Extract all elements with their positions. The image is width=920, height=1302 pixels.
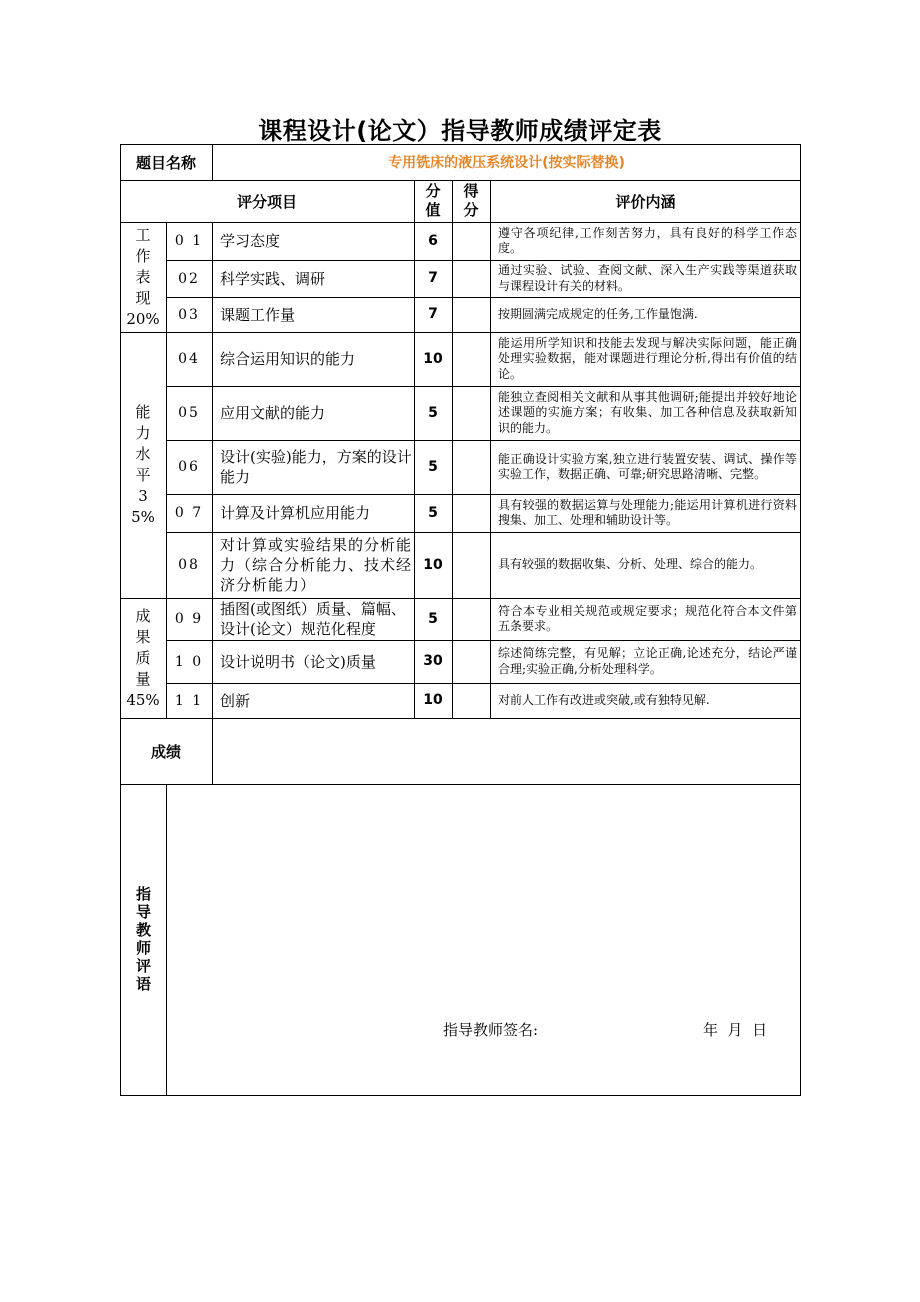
row-description: 符合本专业相关规范或规定要求；规范化符合本文件第五条要求。 [498, 603, 797, 633]
row-obtained-score[interactable] [452, 440, 490, 494]
row-obtained-score[interactable] [452, 260, 490, 297]
row-item: 应用文献的能力 [220, 404, 326, 422]
row-obtained-score[interactable] [452, 332, 490, 386]
row-obtained-score[interactable] [452, 640, 490, 683]
row-item: 课题工作量 [220, 305, 296, 324]
category-work-performance [120, 222, 166, 332]
category-ability-label: 能力水平3 [135, 403, 151, 505]
row-max-score: 6 [428, 232, 438, 249]
category-result-quality [120, 598, 166, 718]
row-max-score: 5 [428, 504, 438, 521]
row-description: 能运用所学知识和技能去发现与解决实际问题，能正确处理实验数据，能对课题进行理论分析,得出有价值的结论。 [498, 335, 797, 381]
topic-value: 专用铣床的液压系统设计(按实际替换) [388, 155, 625, 171]
row-obtained-score[interactable] [452, 222, 490, 260]
row-item: 对计算或实验结果的分析能力（综合分析能力、技术经济分析能力） [220, 536, 413, 594]
row-obtained-score[interactable] [452, 598, 490, 640]
row-item: 设计说明书（论文)质量 [220, 652, 376, 671]
row-number: 02 [178, 270, 200, 287]
header-max-score-line2: 值 [425, 201, 441, 219]
row-description: 对前人工作有改进或突破,或有独特见解. [498, 692, 710, 707]
row-number: 06 [178, 459, 200, 475]
row-number: 0 7 [174, 505, 204, 521]
row-max-score: 10 [423, 556, 443, 573]
row-max-score: 5 [428, 458, 438, 475]
row-max-score: 5 [428, 610, 438, 627]
row-number: 0 1 [174, 233, 204, 249]
row-description: 具有较强的数据运算与处理能力;能运用计算机进行资料搜集、加工、处理和辅助设计等。 [498, 497, 797, 527]
row-number: 03 [178, 306, 200, 323]
category-result-quality-pct: 45% [126, 690, 160, 709]
row-max-score: 10 [423, 350, 443, 367]
row-obtained-score[interactable] [452, 532, 490, 598]
header-max-score-line1: 分 [425, 182, 441, 200]
row-obtained-score[interactable] [452, 297, 490, 332]
row-max-score: 7 [428, 306, 438, 322]
header-description: 评价内涵 [615, 192, 676, 211]
row-description: 具有较强的数据收集、分析、处理、综合的能力。 [498, 557, 763, 572]
grade-label: 成绩 [150, 742, 181, 761]
header-max-score [414, 180, 452, 222]
row-item: 综合运用知识的能力 [220, 350, 356, 368]
row-item: 插图(或图纸）质量、篇幅、设计(论文）规范化程度 [220, 600, 406, 638]
row-description: 能独立查阅相关文献和从事其他调研;能提出并较好地论述课题的实施方案；有收集、加工各种信息及获取新知识的能力。 [498, 389, 797, 435]
row-number: 0 9 [174, 611, 204, 627]
row-obtained-score[interactable] [452, 683, 490, 718]
row-number: 04 [178, 351, 200, 367]
row-max-score: 30 [423, 653, 443, 669]
row-max-score: 7 [428, 270, 438, 286]
comment-field[interactable] [166, 784, 801, 1096]
category-work-performance-label: 工作表现 [135, 225, 151, 307]
comment-label-text: 指导教师评语 [134, 886, 152, 994]
topic-label: 题目名称 [135, 153, 196, 172]
header-obtained-score [452, 180, 490, 222]
category-result-quality-label: 成果质量 [135, 606, 151, 688]
row-item: 设计(实验)能力，方案的设计能力 [220, 448, 412, 486]
row-description: 能正确设计实验方案,独立进行装置安装、调试、操作等实验工作，数据正确、可靠;研究思路清晰、完整。 [498, 451, 797, 481]
row-obtained-score[interactable] [452, 494, 490, 532]
category-ability [120, 332, 166, 598]
row-description: 遵守各项纪律,工作刻苦努力，具有良好的科学工作态度。 [498, 225, 797, 255]
grade-field[interactable] [212, 718, 801, 784]
header-obtained-score-line1: 得 [463, 182, 479, 200]
signature-label: 指导教师签名: [443, 1021, 539, 1039]
row-item: 计算及计算机应用能力 [220, 504, 371, 522]
row-item: 科学实践、调研 [220, 269, 326, 288]
comment-label [120, 784, 166, 1096]
row-max-score: 10 [423, 692, 443, 708]
row-number: 05 [178, 405, 200, 421]
row-item: 创新 [220, 691, 251, 710]
date-label: 年 月 日 [703, 1021, 768, 1039]
row-number: 08 [178, 557, 200, 573]
header-item: 评分项目 [236, 192, 297, 211]
header-obtained-score-line2: 分 [463, 201, 479, 219]
row-description: 通过实验、试验、查阅文献、深入生产实践等渠道获取与课程设计有关的材料。 [498, 263, 797, 293]
row-number: 1 1 [174, 692, 204, 709]
row-item: 学习态度 [220, 232, 281, 250]
category-ability-pct: 5% [131, 508, 155, 526]
row-description: 按期圆满完成规定的任务,工作量饱满. [498, 306, 698, 321]
row-max-score: 5 [428, 404, 438, 421]
category-work-performance-pct: 20% [126, 309, 160, 328]
row-obtained-score[interactable] [452, 386, 490, 440]
row-description: 综述简练完整，有见解；立论正确,论述充分，结论严谨合理;实验正确,分析处理科学。 [498, 646, 797, 676]
row-number: 1 0 [174, 653, 204, 670]
page-title: 课程设计(论文）指导教师成绩评定表 [258, 117, 662, 145]
